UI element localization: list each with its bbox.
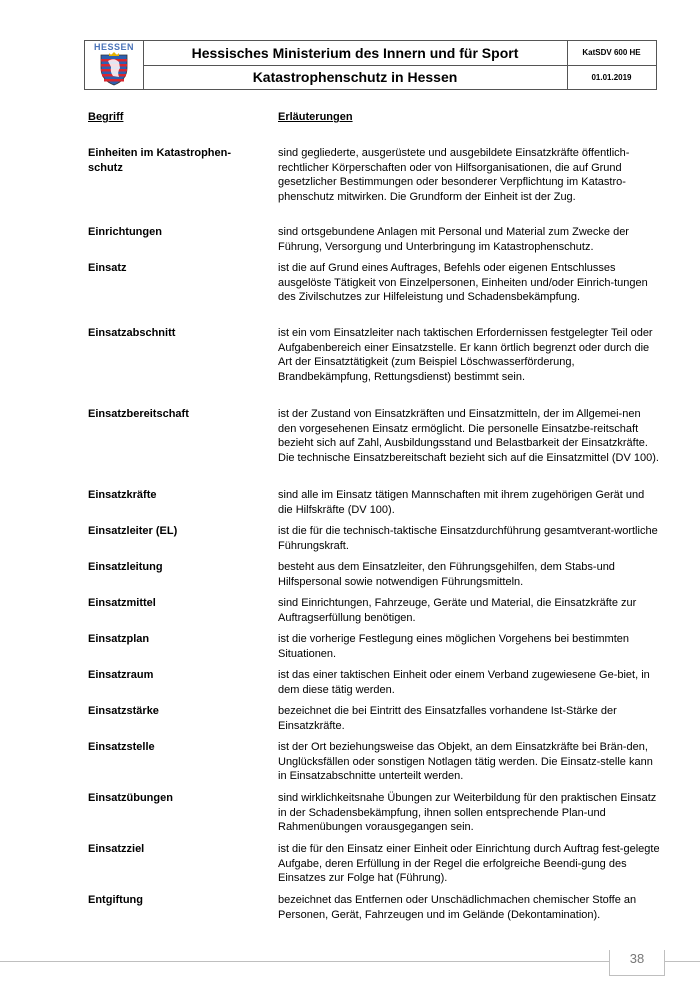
column-header-term: Begriff <box>88 111 124 123</box>
definition-entgiftung: bezeichnet das Entfernen oder Unschädlichmachen chemischer Stoffe an Personen, Gerät, Fahrzeugen und im Gelände (Dekontamination). <box>278 894 637 921</box>
term-einsatzbereitschaft: Einsatzbereitschaft <box>88 408 189 420</box>
definition-einsatzabschnitt: ist ein vom Einsatzleiter nach taktischen Erfordernissen festgelegter Teil oder Aufgabenbereich einer Einsatzstelle. Er kann örtlich begrenzt oder durch die Art der Einsatztätigkeit (zum Beispiel Löschwasserförderung, Brandbekämpfung, Rettungsdienst) bestimmt sein. <box>278 327 653 383</box>
page-number: 38 <box>609 950 665 976</box>
column-header-definition: Erläuterungen <box>278 111 353 123</box>
term-einsatzziel: Einsatzziel <box>88 843 145 855</box>
definition-einsatzleitung: besteht aus dem Einsatzleiter, den Führungsgehilfen, dem Stabs-und Hilfspersonal sowie notwendigen Führungsmitteln. <box>278 561 615 588</box>
term-einsatzstaerke: Einsatzstärke <box>88 705 159 717</box>
term-einsatzabschnitt: Einsatzabschnitt <box>88 327 176 339</box>
definition-einsatzleiter: ist die für die technisch-taktische Einsatzdurchführung gesamtverant-wortliche Führungskraft. <box>278 525 658 552</box>
document-code: KatSDV 600 HE <box>567 41 656 66</box>
term-einsatzleitung: Einsatzleitung <box>88 561 163 573</box>
term-einsatz: Einsatz <box>88 262 127 274</box>
footer-divider <box>0 961 700 962</box>
definition-einsatzziel: ist die für den Einsatz einer Einheit oder Einrichtung durch Auftrag fest-gelegte Aufgabe, deren Erfüllung in der Regel die erfolgreiche Beendi-gung des Einsatzes zur Folge hat (Führung). <box>278 843 660 884</box>
definition-einsatz: ist die auf Grund eines Auftrages, Befehls oder eigenen Entschlusses ausgelöste Tätigkeit von Einzelpersonen, Einheiten und/oder Einrich-tungen des Zivilschutzes zur Hilfeleistung und Schadensbekämpfung. <box>278 262 648 303</box>
definition-einsatzkraefte: sind alle im Einsatz tätigen Mannschaften mit ihrem zugehörigen Gerät und die Hilfskräfte (DV 100). <box>278 489 645 516</box>
term-einsatzmittel: Einsatzmittel <box>88 597 156 609</box>
document-subtitle: Katastrophenschutz in Hessen <box>143 65 568 89</box>
term-einsatzleiter: Einsatzleiter (EL) <box>88 525 178 537</box>
term-einrichtungen: Einrichtungen <box>88 226 162 238</box>
logo-text: HESSEN <box>93 42 134 52</box>
term-einsatzkraefte: Einsatzkräfte <box>88 489 157 501</box>
definition-einsatzstaerke: bezeichnet die bei Eintritt des Einsatzfalles vorhandene Ist-Stärke der Einsatzkräfte. <box>278 705 617 732</box>
definition-einsatzraum: ist das einer taktischen Einheit oder einem Verband zugewiesene Ge-biet, in dem diese tätig werden. <box>278 669 650 696</box>
definition-einrichtungen: sind ortsgebundene Anlagen mit Personal und Material zum Zwecke der Führung, Versorgung und Unterbringung im Katastrophenschutz. <box>278 226 629 253</box>
hessen-logo <box>85 41 144 89</box>
term-einsatzuebungen: Einsatzübungen <box>88 792 173 804</box>
term-entgiftung: Entgiftung <box>88 894 143 906</box>
definition-einsatzuebungen: sind wirklichkeitsnahe Übungen zur Weiterbildung für den praktischen Einsatz in der Schadensbekämpfung, ihnen sollen entsprechende Plan-und Rahmenübungen vorausgegangen sein. <box>278 792 657 833</box>
definition-einsatzplan: ist die vorherige Festlegung eines möglichen Vorgehens bei bestimmten Situationen. <box>278 633 629 660</box>
definition-einsatzmittel: sind Einrichtungen, Fahrzeuge, Geräte und Material, die Einsatzkräfte zur Auftragserfüllung benötigen. <box>278 597 637 624</box>
definition-einsatzstelle: ist der Ort beziehungsweise das Objekt, an dem Einsatzkräfte bei Brän-den, Unglücksfällen oder sonstigen Notlagen tätig werden. Die Einsatz-stelle kann in Einsatzabschnitte unterteilt werden. <box>278 741 653 782</box>
definition-einsatzbereitschaft: ist der Zustand von Einsatzkräften und Einsatzmitteln, der im Allgemei-nen den vorgesehenen Einsatz ermöglicht. Die personelle Einsatzbe-reitschaft bezieht sich auf Zahl, Ausbildungsstand und Belastbarkeit der Einsatzkräfte. Die technische Einsatzbereitschaft bezieht sich auf die Einsatzmittel (DV 100). <box>278 408 659 464</box>
term-einsatzstelle: Einsatzstelle <box>88 741 155 753</box>
term-einsatzplan: Einsatzplan <box>88 633 150 645</box>
term-einsatzraum: Einsatzraum <box>88 669 154 681</box>
term-einheiten: Einheiten im Katastrophen-schutz <box>88 147 232 174</box>
document-date: 01.01.2019 <box>591 73 632 82</box>
ministry-title: Hessisches Ministerium des Innern und für Sport <box>143 41 568 66</box>
definition-einheiten: sind gegliederte, ausgerüstete und ausgebildete Einsatzkräfte öffentlich-rechtlicher Körperschaften oder von Hilfsorganisationen, die auf Grund gesetzlicher Bestimmungen oder besonderer Verpflichtung im Katastro-phenschutz mitwirken. Die Grundform der Einheit ist der Zug. <box>278 147 630 203</box>
document-header <box>84 40 657 90</box>
hessen-lion-crest-icon <box>95 52 133 87</box>
